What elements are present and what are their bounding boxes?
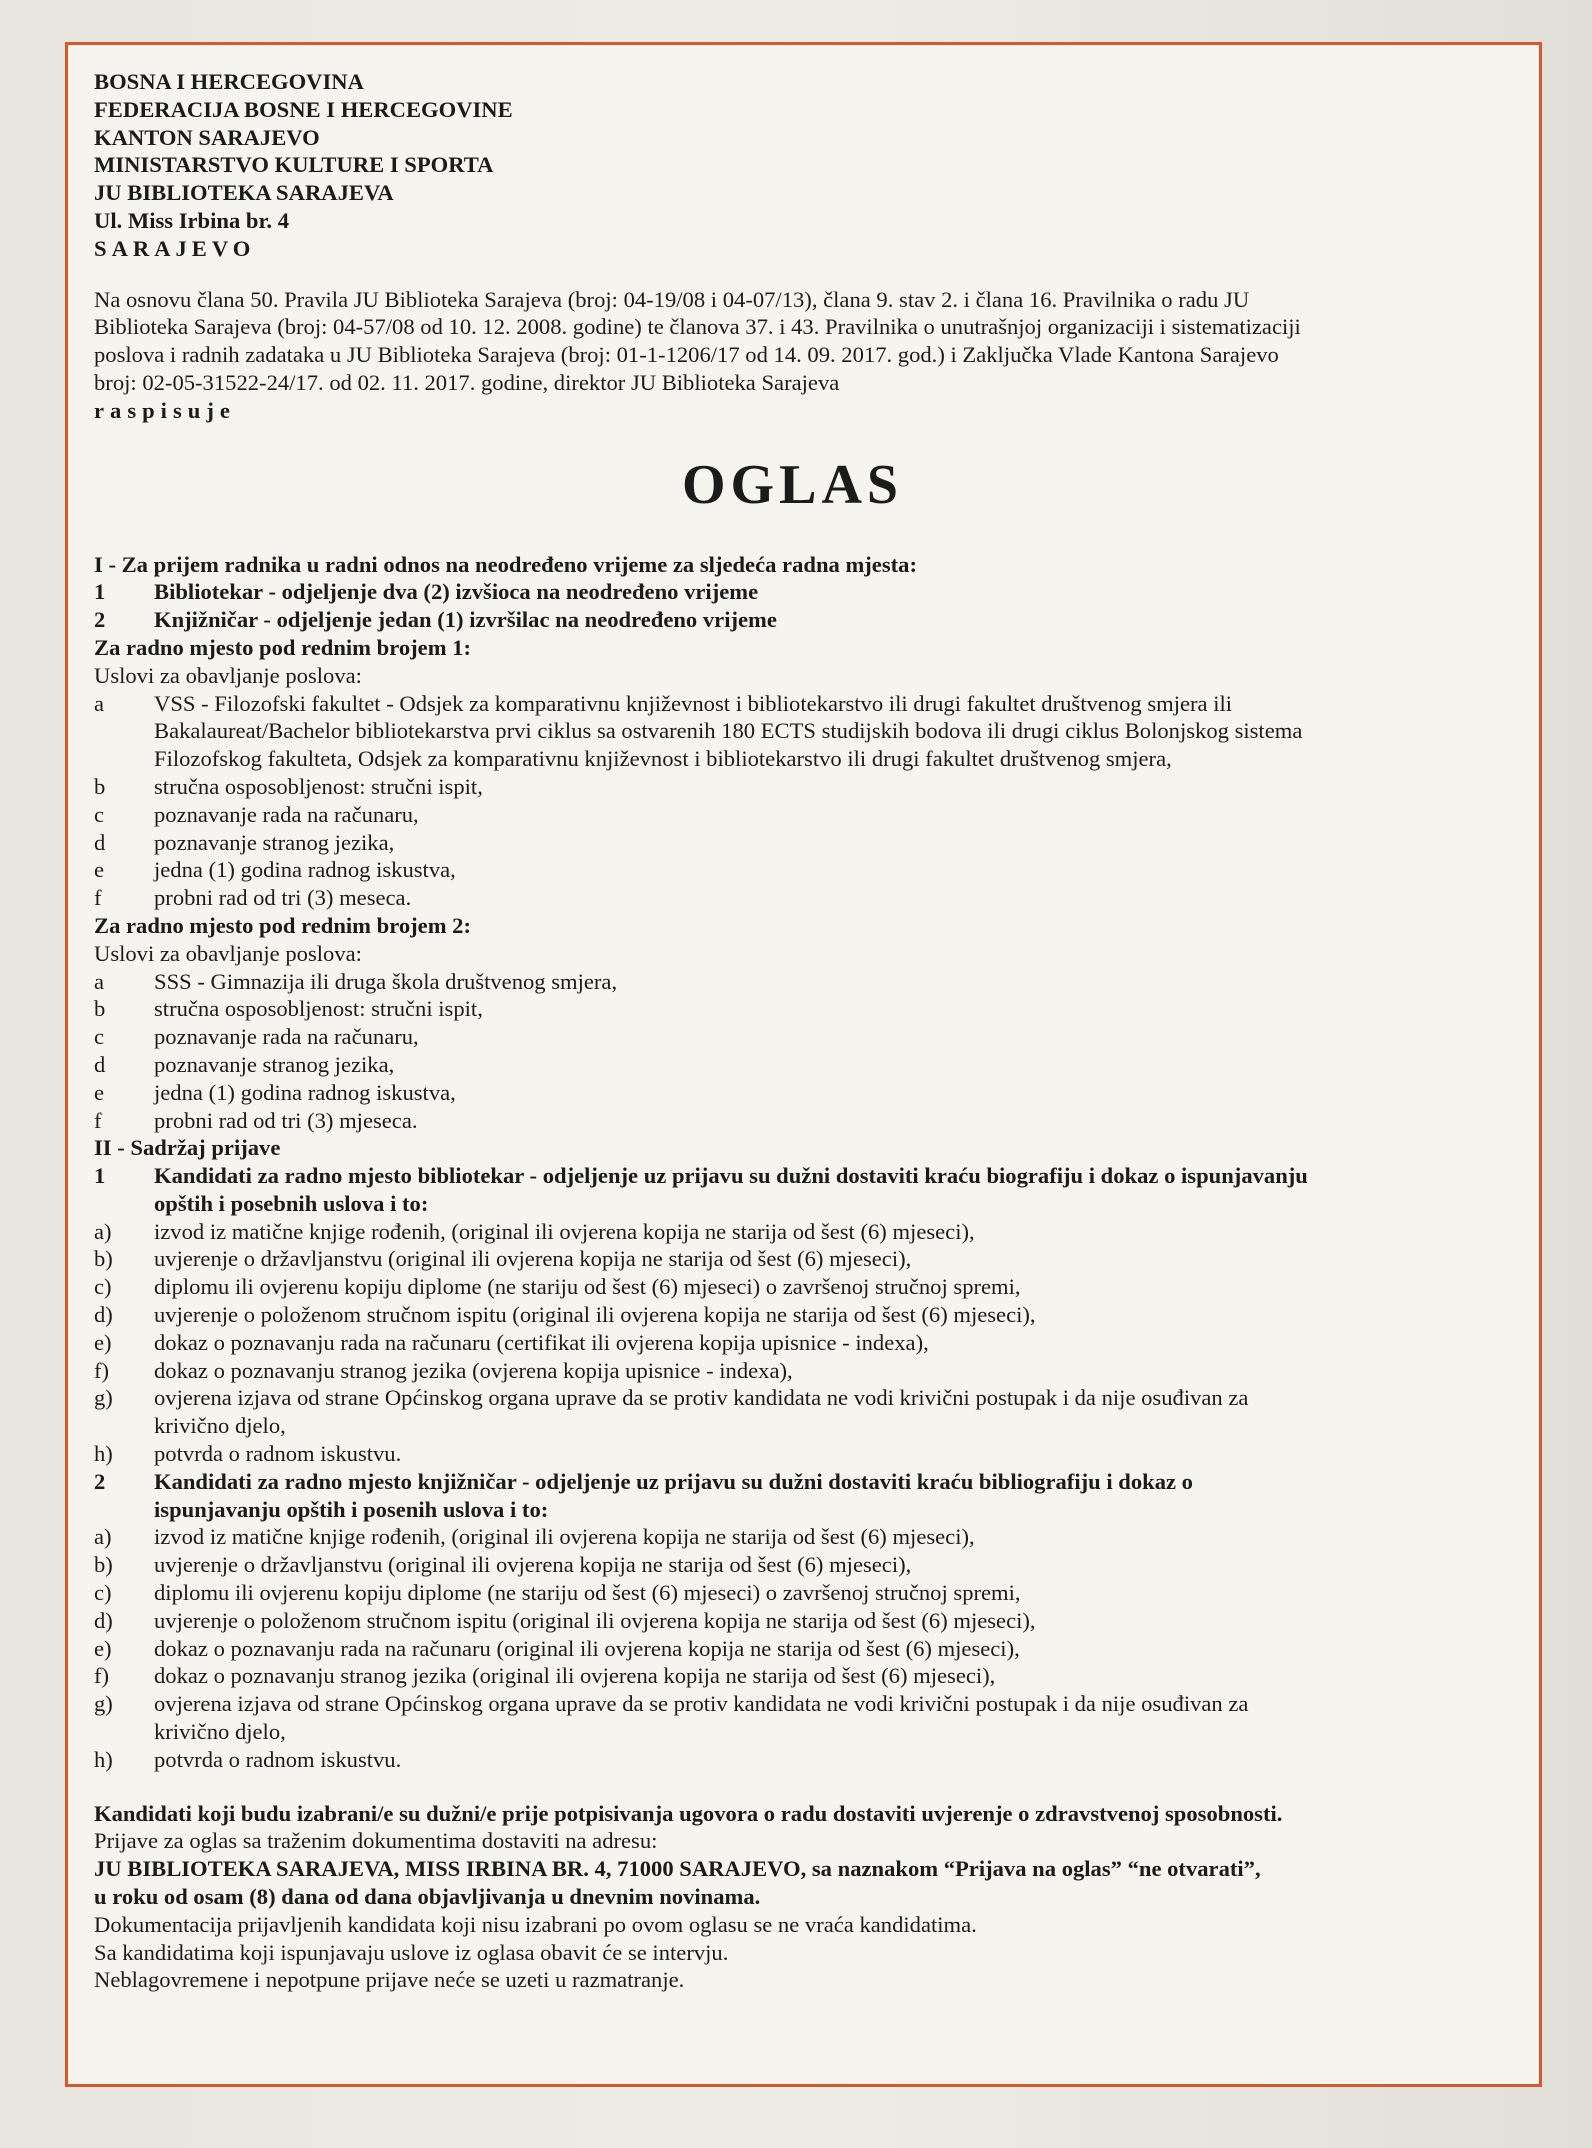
item-text-line: diplomu ili ovjerenu kopiju diplome (ne stariju od šest (6) mjeseci) o završenoj stručnoj spremi, xyxy=(154,1274,1021,1300)
condition-item xyxy=(94,801,1520,829)
item-text-line: SSS - Gimnazija ili druga škola društvenog smjera, xyxy=(154,968,618,994)
closing-note-line: Neblagovremene i nepotpune prijave neće se uzeti u razmatranje. xyxy=(94,1967,685,1993)
application-part-1 xyxy=(94,1162,1520,1218)
item-text-line: potvrda o radnom iskustvu. xyxy=(154,1746,402,1772)
submission-deadline: u roku od osam (8) dana od dana objavljivanja u dnevnim novinama. xyxy=(94,1884,761,1910)
item-letter: e) xyxy=(94,1329,112,1355)
document-item xyxy=(94,1690,1520,1746)
item-text-line: uvjerenje o državljanstvu (original ili ovjerena kopija ne starija od šest (6) mjeseci), xyxy=(154,1246,912,1272)
item-text-line: izvod iz matične knjige rođenih, (original ili ovjerena kopija ne starija od šest (6) mjeseci), xyxy=(154,1218,975,1244)
position-title: Bibliotekar - odjeljenje dva (2) izvšioca na neodređeno vrijeme xyxy=(154,579,759,605)
document-item xyxy=(94,1245,1520,1273)
item-text-line: diplomu ili ovjerenu kopiju diplome (ne stariju od šest (6) mjeseci) o završenoj stručnoj spremi, xyxy=(154,1580,1021,1606)
item-text-line: poznavanje stranog jezika, xyxy=(154,1051,395,1077)
closing-note-line: Dokumentacija prijavljenih kandidata koji nisu izabrani po ovom oglasu se ne vraća kandidatima. xyxy=(94,1911,977,1937)
item-letter: g) xyxy=(94,1691,113,1717)
item-letter: b xyxy=(94,996,106,1022)
closing-note-line: Sa kandidatima koji ispunjavaju uslove iz oglasa obavit će se intervju. xyxy=(94,1939,729,1965)
position-number: 1 xyxy=(94,579,106,605)
item-text-line: stručna osposobljenost: stručni ispit, xyxy=(154,773,483,799)
position-item xyxy=(94,606,1520,634)
item-letter: e xyxy=(94,857,105,883)
header-line: BOSNA I HERCEGOVINA xyxy=(94,69,364,94)
application-part-2 xyxy=(94,1468,1520,1524)
item-text-line: dokaz o poznavanju stranog jezika (original ili ovjerena kopija ne starija od šest (6) mjeseci), xyxy=(154,1663,996,1689)
document-item xyxy=(94,1635,1520,1663)
document-item xyxy=(94,1273,1520,1301)
item-text-line: poznavanje rada na računaru, xyxy=(154,1024,419,1050)
condition-item xyxy=(94,773,1520,801)
item-text-line: Bakalaureat/Bachelor bibliotekarstva prvi ciklus sa ostvarenih 180 ECTS studijskih bodova ili drugi ciklus Bolonjskog sistema xyxy=(154,718,1303,744)
position-title: Knjižničar - odjeljenje jedan (1) izvršilac na neodređeno vrijeme xyxy=(154,607,777,633)
item-text-line: probni rad od tri (3) mjeseca. xyxy=(154,1107,418,1133)
document-item xyxy=(94,1551,1520,1579)
raspisuje-word: raspisuje xyxy=(94,397,236,423)
item-letter: e) xyxy=(94,1635,112,1661)
part-number: 2 xyxy=(94,1468,106,1494)
item-text-line: krivično djelo, xyxy=(154,1413,286,1439)
item-text-line: ovjerena izjava od strane Općinskog organa uprave da se protiv kandidata ne vodi krivični postupak i da nije osuđivan za xyxy=(154,1385,1249,1411)
section-1 xyxy=(94,551,1520,1135)
header-line: Ul. Miss Irbina br. 4 xyxy=(94,207,290,233)
item-letter: a) xyxy=(94,1218,112,1244)
item-letter: h) xyxy=(94,1441,113,1467)
condition-item xyxy=(94,1023,1520,1051)
item-letter: b xyxy=(94,773,106,799)
intro-line: broj: 02-05-31522-24/17. od 02. 11. 2017. godine, direktor JU Biblioteka Sarajeva xyxy=(94,369,840,395)
position-number: 2 xyxy=(94,607,106,633)
intro-line: poslova i radnih zadataka u JU Biblioteka Sarajeva (broj: 01-1-1206/17 od 14. 09. 2017. god.) i Zaključka Vlade Kantona Sarajevo xyxy=(94,342,1279,368)
closing-notes xyxy=(94,1800,1520,1995)
condition-item xyxy=(94,856,1520,884)
institution-header xyxy=(94,68,1520,263)
item-letter: d) xyxy=(94,1607,113,1633)
position-1-heading: Za radno mjesto pod rednim brojem 1: xyxy=(94,634,471,660)
condition-item xyxy=(94,1051,1520,1079)
item-text-line: dokaz o poznavanju stranog jezika (ovjerena kopija upisnice - indexa), xyxy=(154,1357,793,1383)
submission-address: JU BIBLIOTEKA SARAJEVA, MISS IRBINA BR. 4, 71000 SARAJEVO, sa naznakom “Prijava na oglas” “ne otvarati”, xyxy=(94,1856,1261,1882)
item-letter: g) xyxy=(94,1385,113,1411)
item-letter: f) xyxy=(94,1663,110,1689)
ad-title: OGLAS xyxy=(682,453,904,516)
item-text-line: uvjerenje o položenom stručnom ispitu (original ili ovjerena kopija ne starija od šest (6) mjeseci), xyxy=(154,1302,1036,1328)
item-text-line: uvjerenje o državljanstvu (original ili ovjerena kopija ne starija od šest (6) mjeseci), xyxy=(154,1552,912,1578)
item-text-line: stručna osposobljenost: stručni ispit, xyxy=(154,996,483,1022)
item-text-line: jedna (1) godina radnog iskustva, xyxy=(154,1079,456,1105)
document-item xyxy=(94,1384,1520,1440)
condition-item xyxy=(94,884,1520,912)
position-item xyxy=(94,578,1520,606)
item-text-line: dokaz o poznavanju rada na računaru (certifikat ili ovjerena kopija upisnice - indexa), xyxy=(154,1329,929,1355)
condition-item xyxy=(94,829,1520,857)
section-1-heading: I - Za prijem radnika u radni odnos na neodređeno vrijeme za sljedeća radna mjesta: xyxy=(94,551,917,577)
header-line: KANTON SARAJEVO xyxy=(94,124,320,150)
condition-item xyxy=(94,995,1520,1023)
document-item xyxy=(94,1440,1520,1468)
document-item xyxy=(94,1357,1520,1385)
part-intro-line: Kandidati za radno mjesto knjižničar - odjeljenje uz prijavu su dužni dostaviti kraću bibliografiju i dokaz o xyxy=(154,1468,1193,1494)
part-intro-line: ispunjavanju opštih i posenih uslova i to: xyxy=(154,1496,549,1522)
document-item xyxy=(94,1579,1520,1607)
item-text-line: Filozofskog fakulteta, Odsjek za komparativnu književnost i bibliotekarstvo ili drugi fakultet društvenog smjera, xyxy=(154,746,1172,772)
condition-item xyxy=(94,968,1520,996)
document-item xyxy=(94,1607,1520,1635)
item-letter: h) xyxy=(94,1746,113,1772)
header-city: SARAJEVO xyxy=(94,235,256,261)
header-line: JU BIBLIOTEKA SARAJEVA xyxy=(94,180,394,206)
document-item xyxy=(94,1218,1520,1246)
item-letter: a) xyxy=(94,1524,112,1550)
section-2-heading: II - Sadržaj prijave xyxy=(94,1135,281,1161)
header-line: MINISTARSTVO KULTURE I SPORTA xyxy=(94,152,494,178)
document-item xyxy=(94,1746,1520,1774)
item-letter: c xyxy=(94,801,105,827)
item-text-line: krivično djelo, xyxy=(154,1719,286,1745)
item-letter: c) xyxy=(94,1274,112,1300)
item-letter: d xyxy=(94,829,106,855)
item-letter: b) xyxy=(94,1552,113,1578)
item-letter: f xyxy=(94,1107,102,1133)
header-line: FEDERACIJA BOSNE I HERCEGOVINE xyxy=(94,96,513,122)
item-letter: f xyxy=(94,885,102,911)
intro-line: Biblioteka Sarajeva (broj: 04-57/08 od 10. 12. 2008. godine) te članova 37. i 43. Pravilnika o unutrašnjoj organizaciji i sistematizaciji xyxy=(94,314,1301,340)
condition-item xyxy=(94,1079,1520,1107)
item-letter: d xyxy=(94,1051,106,1077)
intro-line: Na osnovu člana 50. Pravila JU Biblioteka Sarajeva (broj: 04-19/08 i 04-07/13), člana 9. stav 2. i člana 16. Pravilnika o radu JU xyxy=(94,286,1250,312)
item-letter: a xyxy=(94,690,105,716)
item-letter: e xyxy=(94,1079,105,1105)
position-1-conditions-label: Uslovi za obavljanje poslova: xyxy=(94,662,362,688)
item-text-line: probni rad od tri (3) meseca. xyxy=(154,885,412,911)
submission-instruction: Prijave za oglas sa traženim dokumentima dostaviti na adresu: xyxy=(94,1828,658,1854)
item-text-line: poznavanje rada na računaru, xyxy=(154,801,419,827)
part-intro-line: opštih i posebnih uslova i to: xyxy=(154,1190,429,1216)
item-text-line: uvjerenje o položenom stručnom ispitu (original ili ovjerena kopija ne starija od šest (6) mjeseci), xyxy=(154,1607,1036,1633)
document-item xyxy=(94,1662,1520,1690)
position-2-conditions-label: Uslovi za obavljanje poslova: xyxy=(94,940,362,966)
intro-paragraph xyxy=(94,286,1520,425)
document-item xyxy=(94,1301,1520,1329)
condition-item xyxy=(94,690,1520,773)
item-letter: c) xyxy=(94,1580,112,1606)
document-item xyxy=(94,1329,1520,1357)
item-letter: c xyxy=(94,1024,105,1050)
item-text-line: VSS - Filozofski fakultet - Odsjek za komparativnu književnost i bibliotekarstvo ili drugi fakultet društvenog smjera ili xyxy=(154,690,1233,716)
section-2 xyxy=(94,1134,1520,1773)
item-text-line: dokaz o poznavanju rada na računaru (original ili ovjerena kopija ne starija od šest (6) mjeseci), xyxy=(154,1635,1020,1661)
health-certificate-note: Kandidati koji budu izabrani/e su dužni/e prije potpisivanja ugovora o radu dostaviti uvjerenje o zdravstvenoj sposobnosti. xyxy=(94,1800,1283,1826)
item-text-line: jedna (1) godina radnog iskustva, xyxy=(154,857,456,883)
job-ad xyxy=(94,68,1520,1994)
item-text-line: potvrda o radnom iskustvu. xyxy=(154,1441,402,1467)
part-number: 1 xyxy=(94,1163,106,1189)
item-letter: f) xyxy=(94,1357,110,1383)
item-text-line: ovjerena izjava od strane Općinskog organa uprave da se protiv kandidata ne vodi krivični postupak i da nije osuđivan za xyxy=(154,1691,1249,1717)
item-text-line: izvod iz matične knjige rođenih, (original ili ovjerena kopija ne starija od šest (6) mjeseci), xyxy=(154,1524,975,1550)
document-item xyxy=(94,1523,1520,1551)
part-intro-line: Kandidati za radno mjesto bibliotekar - odjeljenje uz prijavu su dužni dostaviti kraću biografiju i dokaz o ispunjavanju xyxy=(154,1163,1308,1189)
position-2-heading: Za radno mjesto pod rednim brojem 2: xyxy=(94,912,471,938)
condition-item xyxy=(94,1107,1520,1135)
item-letter: a xyxy=(94,968,105,994)
item-letter: d) xyxy=(94,1302,113,1328)
item-letter: b) xyxy=(94,1246,113,1272)
item-text-line: poznavanje stranog jezika, xyxy=(154,829,395,855)
